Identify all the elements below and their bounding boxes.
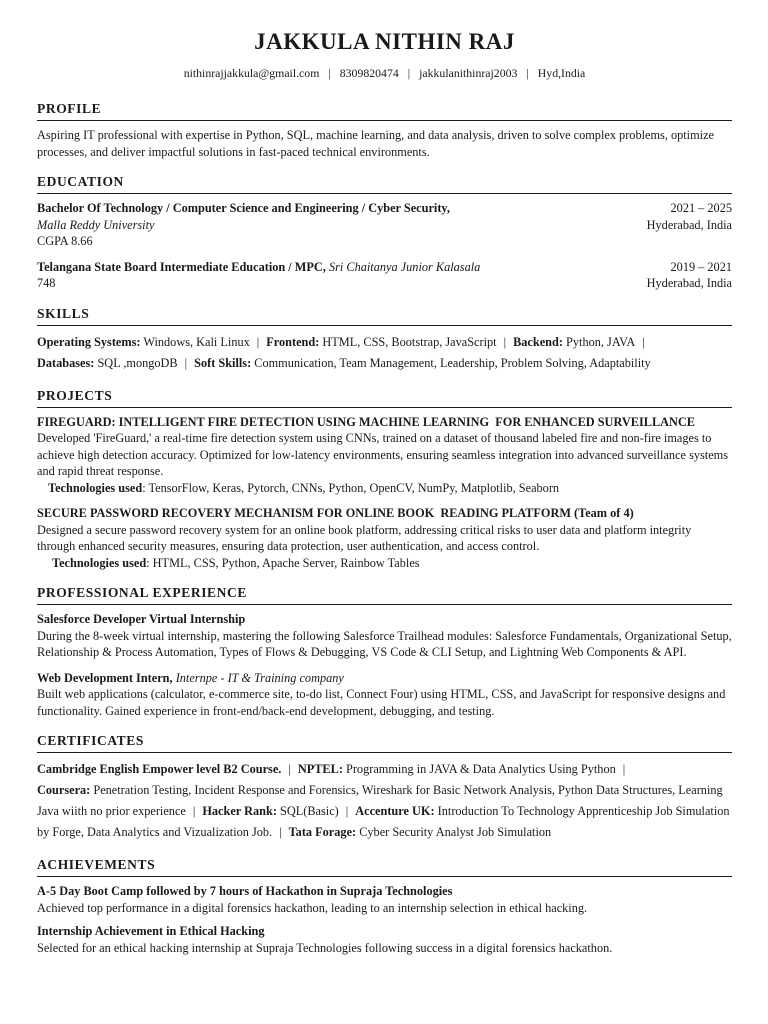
- profile-section: [37, 100, 732, 160]
- experience-section: [37, 584, 732, 719]
- experience-role: Web Development Intern,: [37, 670, 173, 685]
- experience-entry: [37, 670, 732, 720]
- certificate-value-tata: Cyber Security Analyst Job Simulation: [359, 825, 552, 839]
- certificates-block: [37, 759, 732, 843]
- project-entry: [37, 505, 732, 571]
- skill-separator: |: [503, 334, 507, 349]
- project-name: SECURE PASSWORD RECOVERY MECHANISM FOR ONLINE BOOK READING PLATFORM: [37, 506, 571, 520]
- tech-label: Technologies used: [52, 555, 147, 570]
- contact-handle: jakkulanithinraj2003: [419, 66, 518, 80]
- skill-label-databases: Databases:: [37, 355, 95, 370]
- skill-value-backend: Python, JAVA: [566, 334, 636, 349]
- skill-label-os: Operating Systems:: [37, 334, 141, 349]
- education-section: [37, 173, 732, 292]
- project-name: FIREGUARD: INTELLIGENT FIRE DETECTION USING MACHINE LEARNING FOR ENHANCED SURVEILLANCE: [37, 414, 696, 429]
- experience-description: Built web applications (calculator, e-commerce site, to-do list, Connect Four) using HTML, CSS, and JavaScript for responsive designs and functionality. Gained experience in front-end/back-end development, debugging, and testing.: [37, 687, 726, 718]
- certificate-separator: |: [279, 825, 282, 839]
- achievement-entry: [37, 923, 732, 956]
- contact-email: nithinrajjakkula@gmail.com: [183, 66, 320, 80]
- education-entry: [37, 259, 732, 292]
- certificate-value-hackerrank: SQL(Basic): [280, 804, 339, 818]
- section-title-skills: SKILLS: [37, 305, 732, 326]
- candidate-name: JAKKULA NITHIN RAJ: [254, 29, 515, 54]
- skill-value-frontend: HTML, CSS, Bootstrap, JavaScript: [322, 334, 497, 349]
- certificates-section: [37, 732, 732, 843]
- skill-label-frontend: Frontend:: [266, 334, 320, 349]
- contact-separator: |: [328, 66, 331, 80]
- section-title-certificates: CERTIFICATES: [37, 732, 732, 753]
- project-entry: [37, 414, 732, 497]
- contact-location: Hyd,India: [537, 66, 586, 80]
- skill-value-databases: SQL ,mongoDB: [97, 355, 178, 370]
- section-title-projects: PROJECTS: [37, 387, 732, 408]
- achievement-text: Selected for an ethical hacking internship at Supraja Technologies following success in a digital forensics hackathon.: [37, 940, 613, 955]
- skills-block: [37, 332, 732, 374]
- project-name-line: [37, 505, 732, 522]
- certificate-separator: |: [622, 762, 626, 776]
- skill-separator: |: [256, 334, 260, 349]
- skills-section: [37, 305, 732, 374]
- certificate-label-accenture: Accenture UK:: [355, 804, 435, 818]
- education-dates: 2019 – 2021: [670, 259, 732, 274]
- achievement-heading: A-5 Day Boot Camp followed by 7 hours of Hackathon in Supraja Technologies: [37, 884, 453, 898]
- certificate-value-coursera: Penetration Testing, Incident Response and Forensics, Wireshark for Basic Network Analysis, Python Data Structures, Learning Java wiith no prior experience: [37, 783, 723, 818]
- education-score: 748: [37, 276, 56, 290]
- certificate-cambridge: Cambridge English Empower level B2 Course.: [37, 762, 282, 776]
- skill-value-os: Windows, Kali Linux: [143, 334, 250, 349]
- experience-entry: [37, 611, 732, 661]
- experience-role: Salesforce Developer Virtual Internship: [37, 612, 246, 626]
- achievement-text: Achieved top performance in a digital forensics hackathon, leading to an internship selection in ethical hacking.: [37, 900, 588, 915]
- skill-value-soft: Communication, Team Management, Leadership, Problem Solving, Adaptability: [254, 355, 651, 370]
- certificate-value-accenture: Introduction To Technology Apprenticeship Job Simulation by Forge, Data Analytics and Vizualization Job.: [37, 804, 730, 839]
- skill-label-soft: Soft Skills:: [194, 355, 252, 370]
- certificate-value-nptel: Programming in JAVA & Data Analytics Using Python: [346, 762, 616, 776]
- tech-value: : TensorFlow, Keras, Pytorch, CNNs, Python, OpenCV, NumPy, Matplotlib, Seaborn: [142, 480, 560, 495]
- certificate-label-nptel: NPTEL:: [297, 762, 343, 776]
- experience-description: During the 8-week virtual internship, mastering the following Salesforce Trailhead modules: Salesforce Fundamentals, Organizational Setup, Relationship & Process Automation, Types of Flows & Debugging, VS Code & CLI Setup, and Lightning Web Components & API.: [37, 628, 732, 659]
- contact-phone: 8309820474: [339, 66, 399, 80]
- project-team: (Team of 4): [574, 506, 634, 520]
- skill-separator: |: [642, 334, 645, 349]
- tech-value: : HTML, CSS, Python, Apache Server, Rainbow Tables: [146, 555, 420, 570]
- projects-section: [37, 387, 732, 572]
- tech-label: Technologies used: [48, 480, 143, 495]
- skill-separator: |: [184, 355, 188, 370]
- certificate-label-coursera: Coursera:: [37, 783, 91, 797]
- contact-separator: |: [526, 66, 529, 80]
- certificate-label-hackerrank: Hacker Rank:: [202, 804, 277, 818]
- education-degree: Bachelor Of Technology / Computer Science and Engineering / Cyber Security,: [37, 201, 450, 215]
- contact-line: [37, 65, 732, 81]
- education-dates: 2021 – 2025: [670, 201, 732, 215]
- experience-company: Internpe - IT & Training company: [175, 670, 344, 685]
- project-description: Developed 'FireGuard,' a real-time fire detection system using CNNs, trained on a dataset of thousand labeled fire and non-fire images to achieve high detection accuracy. Optimized for low-latency environments, ensuring seamless integration into advanced surveillance systems and rapid threat response.: [37, 431, 729, 478]
- education-institution: Malla Reddy University: [37, 217, 155, 232]
- section-title-experience: PROFESSIONAL EXPERIENCE: [37, 584, 732, 605]
- project-description: Designed a secure password recovery system for an online book platform, addressing critical risks to user data and platform integrity through enhanced security measures, ensuring data protection, user authentication, and access control.: [37, 522, 692, 553]
- certificate-separator: |: [345, 804, 349, 818]
- section-title-education: EDUCATION: [37, 173, 732, 194]
- achievements-section: [37, 856, 732, 956]
- education-entry: [37, 200, 732, 250]
- education-degree: Telangana State Board Intermediate Education / MPC,: [37, 259, 326, 274]
- profile-text: Aspiring IT professional with expertise in Python, SQL, machine learning, and data analysis, driven to solve complex problems, optimize processes, and deliver impactful solutions in fast-paced technical environments.: [37, 128, 714, 159]
- education-location: Hyderabad, India: [646, 217, 732, 232]
- education-location: Hyderabad, India: [646, 276, 732, 290]
- certificate-label-tata: Tata Forage:: [288, 825, 357, 839]
- section-title-profile: PROFILE: [37, 100, 732, 121]
- education-institution: Sri Chaitanya Junior Kalasala: [328, 259, 481, 274]
- contact-separator: |: [407, 66, 411, 80]
- achievement-heading: Internship Achievement in Ethical Hacking: [37, 924, 265, 938]
- project-technologies: [37, 480, 732, 497]
- achievement-entry: [37, 883, 732, 916]
- certificate-separator: |: [192, 804, 196, 818]
- section-title-achievements: ACHIEVEMENTS: [37, 856, 732, 877]
- certificate-separator: |: [288, 762, 291, 776]
- education-score: CGPA 8.66: [37, 234, 93, 248]
- project-technologies: [37, 555, 732, 572]
- skill-label-backend: Backend:: [513, 334, 563, 349]
